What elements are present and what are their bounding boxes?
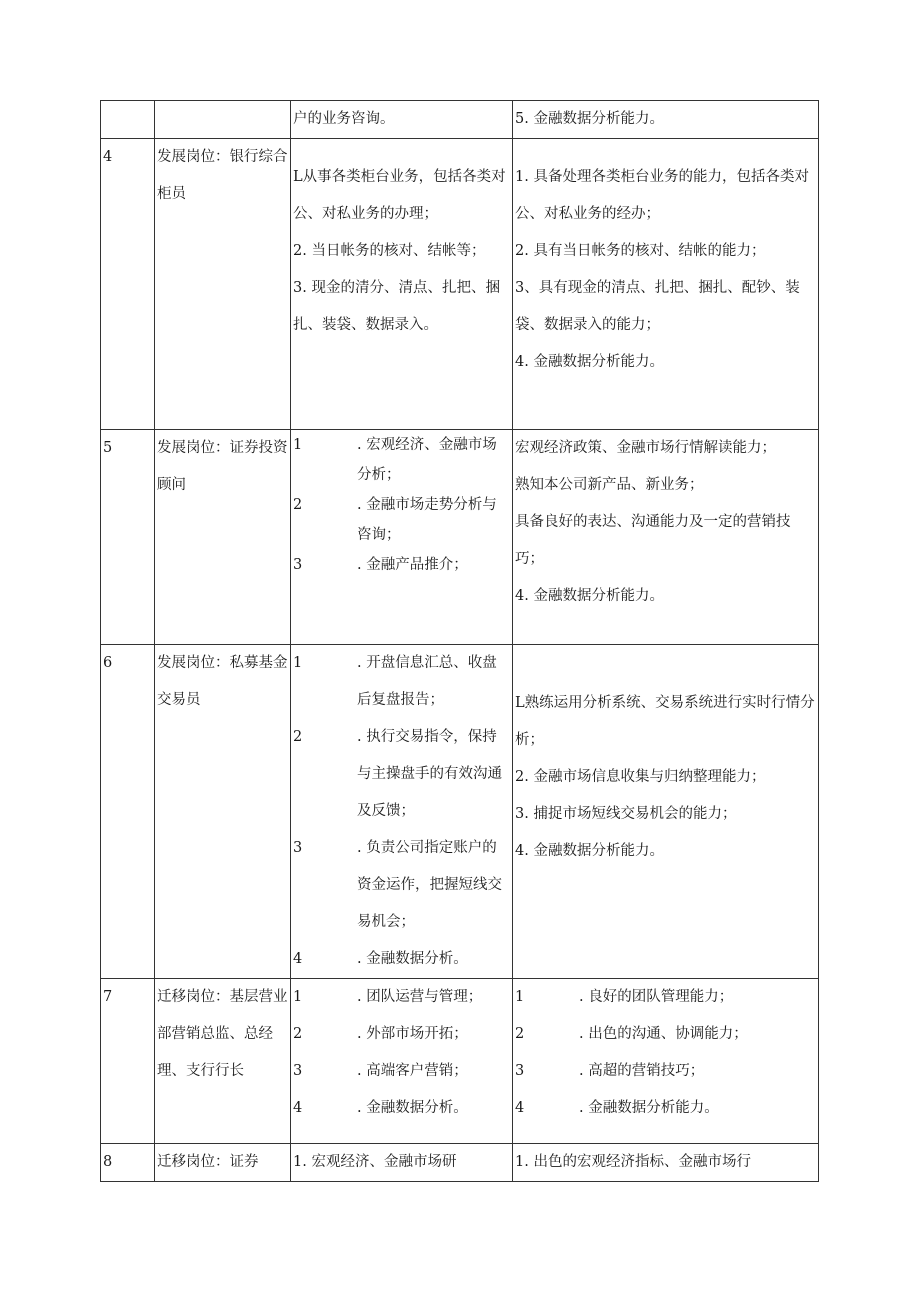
row-number-cell <box>101 139 155 430</box>
duty-line: 2 . 执行交易指令，保持与主操盘手的有效沟通及反馈； <box>293 729 502 819</box>
position-cell <box>155 645 291 979</box>
ability-line: 1 . 良好的团队管理能力； <box>515 989 734 1005</box>
row-number: 8 <box>103 1154 113 1170</box>
ability-line: 4. 金融数据分析能力。 <box>515 843 664 859</box>
abilities-cell <box>513 645 819 979</box>
ability-line: 3 . 高超的营销技巧； <box>515 1063 705 1079</box>
duty-line: 1 . 宏观经济、金融市场分析； <box>293 437 497 483</box>
position-text: 迁移岗位：基层营业部营销总监、总经理、支行行长 <box>157 989 288 1079</box>
abilities-cell <box>513 101 819 139</box>
table-row <box>101 1144 819 1182</box>
position-cell <box>155 101 291 139</box>
duty-line: 3. 现金的清分、清点、扎把、捆扎、装袋、数据录入。 <box>293 280 500 333</box>
position-cell <box>155 139 291 430</box>
abilities-cell <box>513 139 819 430</box>
ability-line: 2. 具有当日帐务的核对、结帐的能力； <box>515 243 766 259</box>
row-number: 6 <box>103 655 113 671</box>
abilities-cell <box>513 979 819 1144</box>
duties-cell <box>291 430 513 645</box>
duties-cell <box>291 1144 513 1182</box>
ability-line: 3. 捕捉市场短线交易机会的能力； <box>515 806 737 822</box>
row-number: 4 <box>103 149 113 165</box>
row-number-cell <box>101 430 155 645</box>
abilities-cell <box>513 430 819 645</box>
abilities-cell <box>513 1144 819 1182</box>
job-table <box>100 100 819 1182</box>
row-number-cell <box>101 101 155 139</box>
ability-line: 熟知本公司新产品、新业务； <box>515 477 704 493</box>
duty-line: 1. 宏观经济、金融市场研 <box>293 1154 457 1170</box>
duty-line: 4 . 金融数据分析。 <box>293 1100 468 1116</box>
ability-line: 4 . 金融数据分析能力。 <box>515 1100 719 1116</box>
ability-line: 1. 具备处理各类柜台业务的能力，包括各类对公、对私业务的经办； <box>515 169 809 222</box>
position-text: 迁移岗位：证券 <box>157 1154 259 1170</box>
duty-line: 3 . 负责公司指定账户的资金运作，把握短线交易机会； <box>293 840 502 930</box>
duty-line: L从事各类柜台业务，包括各类对公、对私业务的办理； <box>293 169 506 222</box>
duty-line: 2. 当日帐务的核对、结帐等； <box>293 243 486 259</box>
duty-line: 2 . 金融市场走势分析与咨询； <box>293 497 497 543</box>
position-cell <box>155 979 291 1144</box>
duty-line: 3 . 金融产品推介； <box>293 557 468 573</box>
duty-line: 4 . 金融数据分析。 <box>293 951 468 967</box>
row-number-cell <box>101 645 155 979</box>
duty-line: 户的业务咨询。 <box>293 111 395 127</box>
table-row <box>101 430 819 645</box>
ability-line: 宏观经济政策、金融市场行情解读能力； <box>515 440 776 456</box>
row-number: 5 <box>103 440 113 456</box>
ability-line: 4. 金融数据分析能力。 <box>515 354 664 370</box>
duties-cell <box>291 101 513 139</box>
duties-cell <box>291 645 513 979</box>
position-text: 发展岗位：证券投资顾问 <box>157 440 288 493</box>
position-text: 发展岗位：银行综合柜员 <box>157 149 288 202</box>
row-number-cell <box>101 979 155 1144</box>
table-row <box>101 979 819 1144</box>
ability-line: 具备良好的表达、沟通能力及一定的营销技巧； <box>515 514 791 567</box>
ability-line: 5. 金融数据分析能力。 <box>515 111 664 127</box>
position-text: 发展岗位：私募基金交易员 <box>157 655 288 708</box>
table-row <box>101 101 819 139</box>
row-number-cell <box>101 1144 155 1182</box>
position-cell <box>155 1144 291 1182</box>
table-row <box>101 139 819 430</box>
ability-line: 4. 金融数据分析能力。 <box>515 588 664 604</box>
table-row <box>101 645 819 979</box>
duty-line: 2 . 外部市场开拓； <box>293 1026 468 1042</box>
duties-cell <box>291 139 513 430</box>
duties-cell <box>291 979 513 1144</box>
ability-line: 3、具有现金的清点、扎把、捆扎、配钞、装袋、数据录入的能力； <box>515 280 800 333</box>
ability-line: 2 . 出色的沟通、协调能力； <box>515 1026 748 1042</box>
ability-line: L熟练运用分析系统、交易系统进行实时行情分析； <box>515 695 815 748</box>
ability-line: 2. 金融市场信息收集与归纳整理能力； <box>515 769 766 785</box>
row-number: 7 <box>103 989 113 1005</box>
duty-line: 1 . 开盘信息汇总、收盘后复盘报告； <box>293 655 497 708</box>
position-cell <box>155 430 291 645</box>
duty-line: 1 . 团队运营与管理； <box>293 989 483 1005</box>
ability-line: 1. 出色的宏观经济指标、金融市场行 <box>515 1154 751 1170</box>
duty-line: 3 . 高端客户营销； <box>293 1063 468 1079</box>
